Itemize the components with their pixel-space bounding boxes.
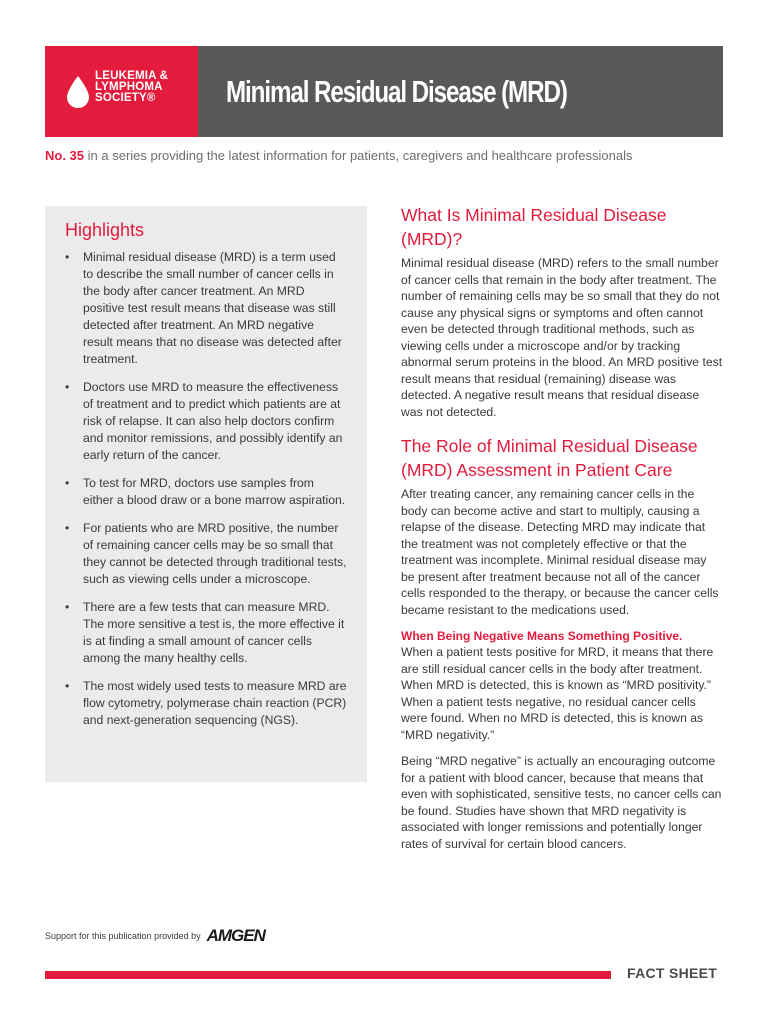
list-item: [65, 249, 347, 368]
list-item-text: To test for MRD, doctors use samples from either a blood draw or a bone marrow aspiration.: [83, 476, 346, 507]
blood-drop-icon: [67, 76, 89, 108]
bullet: •: [65, 521, 70, 535]
bullet: •: [65, 600, 70, 614]
footer-bar: [45, 971, 611, 979]
list-item-text: For patients who are MRD positive, the number of remaining cancer cells may be so small that they cannot be detected through traditional tests, such as viewing cells under a microscope.: [83, 521, 347, 586]
bullet: •: [65, 476, 70, 490]
section-1-heading: What Is Minimal Residual Disease (MRD)?: [401, 205, 667, 249]
bullet: •: [65, 250, 70, 264]
series-line: [45, 148, 633, 163]
logo-line-3: SOCIETY®: [95, 92, 156, 104]
title-bar: [198, 46, 723, 137]
list-item: [65, 520, 347, 588]
logo-wordmark: [95, 71, 168, 104]
list-item-text: The most widely used tests to measure MRD are flow cytometry, polymerase chain reaction (PCR) and next-generation sequencing (NGS).: [83, 679, 347, 727]
list-item: [65, 599, 347, 667]
list-item: [65, 475, 347, 509]
lls-logo: [45, 46, 198, 137]
list-item-text: Minimal residual disease (MRD) is a term used to describe the small number of cancer cells in the body after cancer treatment. An MRD positive test result means that disease was still detected after treatment. An MRD negative result means that no disease was detected after treatment.: [83, 250, 342, 366]
section-2-sub-body: When a patient tests positive for MRD, it means that there are still residual cancer cells in the body after treatment. When MRD is detected, this is known as “MRD positivity.” When a patient tests negative, no residual cancer cells were found. When no MRD is detected, this is known as “MRD negativity.”: [401, 645, 714, 742]
bullet: •: [65, 380, 70, 394]
bullet: •: [65, 679, 70, 693]
series-number: No. 35: [45, 148, 85, 163]
logo-line-1: LEUKEMIA &: [95, 70, 169, 82]
logo-line-2: LYMPHOMA: [95, 81, 163, 93]
fact-sheet-label: FACT SHEET: [627, 965, 718, 981]
section-1-body: Minimal residual disease (MRD) refers to the small number of cancer cells that remain in the body after treatment. The number of remaining cells may be so small that they do not cause any physical signs or symptoms and often cannot even be detected through traditional methods, such as viewing cells under a microscope and/or by tracking abnormal serum proteins in the blood. An MRD positive test result means that residual (remaining) disease was detected. A negative result means that residual disease was not detected.: [401, 256, 723, 419]
section-2-subheading: When Being Negative Means Something Positive.: [401, 629, 683, 643]
list-item: [65, 678, 347, 729]
highlights-heading: Highlights: [65, 220, 145, 240]
page-title: Minimal Residual Disease (MRD): [226, 74, 567, 109]
highlights-box: [45, 206, 367, 782]
section-2-body: After treating cancer, any remaining cancer cells in the body can become active and start to multiply, causing a relapse of the disease. Detecting MRD may indicate that the treatment was not completely effective or that the treatment was incomplete. Minimal residual disease may be present after treatment because not all of the cancer cells responded to the therapy, or because the cancer cells became resistant to the medications used.: [401, 487, 719, 617]
support-text: Support for this publication provided by: [45, 931, 201, 941]
main-content: [401, 203, 723, 862]
highlights-list: [65, 249, 347, 729]
support-credit: [45, 926, 265, 946]
section-2-body-2: Being “MRD negative” is actually an encouraging outcome for a patient with blood cancer, because that means that even with sophisticated, sensitive tests, no cancer cells can be found. Studies have shown that MRD negativity is associated with longer remissions and potentially longer rates of survival for certain blood cancers.: [401, 754, 722, 851]
amgen-logo: AMGEN: [206, 926, 265, 945]
list-item-text: Doctors use MRD to measure the effectiveness of treatment and to predict which patients are at risk of relapse. It can also help doctors confirm and monitor remissions, and possibly identify an early return of the cancer.: [83, 380, 343, 462]
list-item-text: There are a few tests that can measure MRD. The more sensitive a test is, the more effective it is at finding a small amount of cancer cells among the many healthy cells.: [83, 600, 345, 665]
header-banner: [45, 46, 723, 137]
section-2-heading: The Role of Minimal Residual Disease (MRD) Assessment in Patient Care: [401, 436, 698, 480]
series-description: in a series providing the latest information for patients, caregivers and healthcare professionals: [87, 148, 633, 163]
list-item: [65, 379, 347, 464]
